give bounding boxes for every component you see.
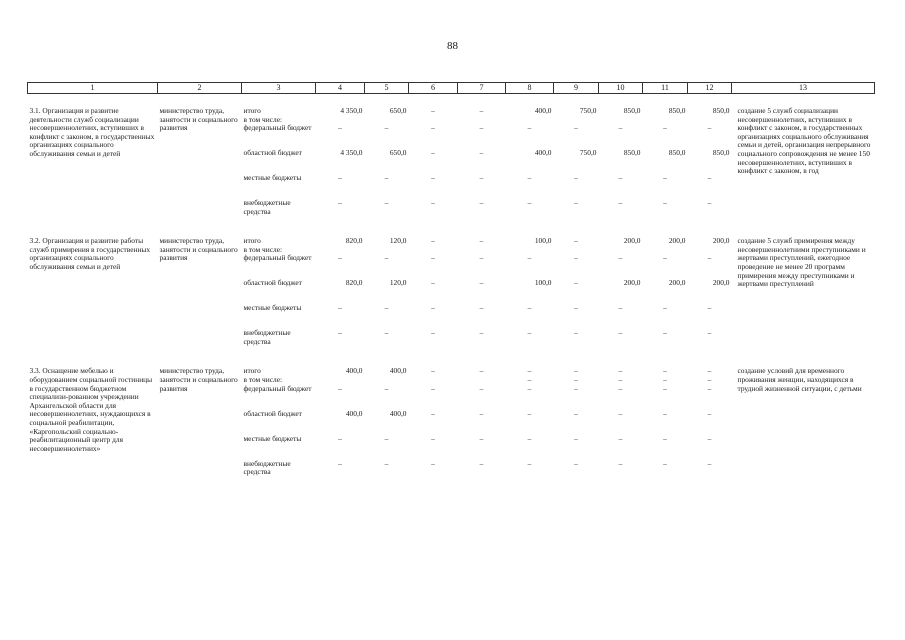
value-cell: 820,0 xyxy=(345,278,363,288)
value-cell: – xyxy=(479,328,484,338)
value-cell: – xyxy=(707,383,712,393)
funding-source: итого xyxy=(243,366,261,376)
value-cell: – xyxy=(384,253,389,263)
value-cell: – xyxy=(431,123,435,133)
executor-name: министерство труда, занятости и социального развития xyxy=(159,236,238,263)
value-cell: – xyxy=(479,303,484,313)
value-cell: – xyxy=(527,383,532,393)
spacer-cell xyxy=(28,224,875,234)
value-cell: – xyxy=(479,366,484,376)
value-cell: – xyxy=(707,433,712,443)
column-header-4: 4 xyxy=(316,83,365,94)
value-cell: – xyxy=(479,106,484,115)
value-cell: – xyxy=(618,366,623,376)
value-cell: – xyxy=(618,253,623,263)
value-cell: – xyxy=(479,408,484,418)
value-cell: 850,0 xyxy=(668,148,686,158)
value-cell: – xyxy=(574,303,578,313)
table-row xyxy=(28,104,875,116)
value-cell: 200,0 xyxy=(712,236,730,246)
value-cell: – xyxy=(431,198,435,208)
expected-result: создание условий для временного проживания женщин, находящихся в трудной жизненной ситуации, с детьми xyxy=(737,366,862,393)
value-cell: – xyxy=(574,408,578,418)
measure-name: 3.2. Организация и развитие работы служб примирения в государственных организациях социального обслуживания семьи и детей xyxy=(29,236,151,271)
spacer-row xyxy=(28,354,875,364)
column-header-10: 10 xyxy=(599,83,643,94)
value-cell: – xyxy=(527,374,532,384)
value-cell: – xyxy=(574,123,578,133)
value-cell: – xyxy=(384,433,389,443)
value-cell: – xyxy=(574,374,578,384)
value-cell: – xyxy=(527,408,532,418)
value-cell: 4 350,0 xyxy=(340,148,363,158)
value-cell: – xyxy=(618,303,623,313)
value-cell: – xyxy=(479,236,484,246)
value-cell: – xyxy=(527,253,532,263)
spacer-cell xyxy=(28,354,875,364)
value-cell: – xyxy=(663,383,667,393)
value-cell: – xyxy=(431,383,435,393)
value-cell: – xyxy=(479,198,484,208)
value-cell: – xyxy=(618,374,623,384)
value-cell: – xyxy=(574,433,578,443)
value-cell: – xyxy=(663,253,667,263)
value-cell: – xyxy=(574,278,578,288)
funding-source: областной бюджет xyxy=(243,148,302,158)
value-cell: – xyxy=(527,328,532,338)
value-cell: – xyxy=(707,303,712,313)
value-cell: 400,0 xyxy=(345,408,363,418)
value-cell: – xyxy=(663,123,667,133)
funding-source: федеральный бюджет xyxy=(243,383,312,393)
funding-source: итого xyxy=(243,106,261,115)
value-cell: – xyxy=(431,433,435,443)
header-row xyxy=(28,83,875,94)
table-row xyxy=(28,364,875,376)
value-cell: – xyxy=(384,328,389,338)
column-header-1: 1 xyxy=(28,83,158,94)
value-cell: – xyxy=(384,198,389,208)
value-cell: – xyxy=(431,253,435,263)
value-cell: – xyxy=(338,328,342,338)
value-cell: – xyxy=(618,198,623,208)
column-header-6: 6 xyxy=(409,83,458,94)
value-cell: 650,0 xyxy=(389,106,407,115)
value-cell: – xyxy=(707,173,712,183)
value-cell: 4 350,0 xyxy=(340,106,363,115)
value-cell: 820,0 xyxy=(345,236,363,246)
value-cell: 120,0 xyxy=(389,236,407,246)
funding-source: местные бюджеты xyxy=(243,173,302,183)
column-header-3: 3 xyxy=(242,83,316,94)
value-cell: 400,0 xyxy=(534,106,552,115)
value-cell: – xyxy=(384,303,389,313)
funding-source: в том числе: xyxy=(243,244,283,254)
column-header-13: 13 xyxy=(732,83,875,94)
funding-source: федеральный бюджет xyxy=(243,123,312,133)
value-cell: – xyxy=(663,173,667,183)
value-cell: – xyxy=(618,123,623,133)
funding-source: местные бюджеты xyxy=(243,433,302,443)
column-header-12: 12 xyxy=(688,83,732,94)
value-cell: 750,0 xyxy=(579,106,597,115)
value-cell: – xyxy=(527,198,532,208)
column-header-8: 8 xyxy=(506,83,554,94)
value-cell: – xyxy=(527,366,532,376)
value-cell: – xyxy=(384,123,389,133)
value-cell: – xyxy=(431,328,435,338)
value-cell: 100,0 xyxy=(534,236,552,246)
value-cell: – xyxy=(479,173,484,183)
value-cell: – xyxy=(479,148,484,158)
value-cell: – xyxy=(574,458,578,468)
value-cell: – xyxy=(618,458,623,468)
value-cell: – xyxy=(663,328,667,338)
value-cell: – xyxy=(663,366,667,376)
value-cell: – xyxy=(527,173,532,183)
value-cell: – xyxy=(431,173,435,183)
value-cell: 850,0 xyxy=(712,106,730,115)
executor-name: министерство труда, занятости и социального развития xyxy=(159,106,238,133)
value-cell: – xyxy=(707,198,712,208)
value-cell: – xyxy=(618,433,623,443)
value-cell: 850,0 xyxy=(623,148,641,158)
value-cell: – xyxy=(338,173,342,183)
value-cell: 200,0 xyxy=(668,236,686,246)
funding-source: областной бюджет xyxy=(243,408,302,418)
value-cell: 200,0 xyxy=(623,236,641,246)
value-cell: – xyxy=(338,458,342,468)
value-cell: 650,0 xyxy=(389,148,407,158)
value-cell: – xyxy=(431,106,435,115)
funding-source: федеральный бюджет xyxy=(243,253,312,263)
value-cell: – xyxy=(431,458,435,468)
value-cell: – xyxy=(338,303,342,313)
value-cell: – xyxy=(707,366,712,376)
value-cell: – xyxy=(574,366,578,376)
funding-source: областной бюджет xyxy=(243,278,302,288)
value-cell: – xyxy=(663,408,667,418)
funding-source: итого xyxy=(243,236,261,246)
value-cell: – xyxy=(663,303,667,313)
funding-source: местные бюджеты xyxy=(243,303,302,313)
value-cell: – xyxy=(663,458,667,468)
table-body xyxy=(28,94,875,485)
value-cell: – xyxy=(527,123,532,133)
value-cell: 850,0 xyxy=(668,106,686,115)
value-cell: – xyxy=(431,408,435,418)
value-cell: – xyxy=(574,173,578,183)
value-cell: – xyxy=(663,198,667,208)
value-cell: – xyxy=(338,433,342,443)
value-cell: – xyxy=(338,198,342,208)
value-cell: – xyxy=(663,433,667,443)
value-cell: – xyxy=(384,458,389,468)
spacer-row xyxy=(28,94,875,105)
value-cell: 100,0 xyxy=(534,278,552,288)
value-cell: – xyxy=(384,383,389,393)
value-cell: 200,0 xyxy=(668,278,686,288)
value-cell: – xyxy=(431,303,435,313)
value-cell: 400,0 xyxy=(345,366,363,376)
value-cell: – xyxy=(574,253,578,263)
table-row xyxy=(28,234,875,246)
value-cell: – xyxy=(431,148,435,158)
funding-source: внебюджетные средства xyxy=(243,198,291,216)
value-cell: 200,0 xyxy=(712,278,730,288)
value-cell: – xyxy=(574,328,578,338)
value-cell: – xyxy=(527,433,532,443)
value-cell: – xyxy=(479,458,484,468)
value-cell: – xyxy=(479,433,484,443)
value-cell: 750,0 xyxy=(579,148,597,158)
value-cell: – xyxy=(574,198,578,208)
value-cell: – xyxy=(574,236,578,246)
value-cell: 850,0 xyxy=(712,148,730,158)
value-cell: – xyxy=(479,253,484,263)
value-cell: – xyxy=(707,408,712,418)
value-cell: – xyxy=(618,408,623,418)
value-cell: – xyxy=(338,383,342,393)
expected-result: создание 5 служб примирения между несовершеннолетними преступниками и жертвами преступлений, ежегодное проведение не менее 20 программ примирения между преступниками и жертвами преступлений xyxy=(737,236,866,289)
column-header-2: 2 xyxy=(158,83,242,94)
value-cell: 120,0 xyxy=(389,278,407,288)
value-cell: – xyxy=(479,383,484,393)
value-cell: – xyxy=(707,328,712,338)
value-cell: – xyxy=(479,123,484,133)
value-cell: – xyxy=(707,374,712,384)
value-cell: – xyxy=(338,123,342,133)
spacer-row xyxy=(28,224,875,234)
value-cell: 400,0 xyxy=(389,408,407,418)
value-cell: – xyxy=(707,123,712,133)
value-cell: – xyxy=(663,374,667,384)
spacer-cell xyxy=(28,94,875,105)
value-cell: – xyxy=(618,173,623,183)
column-header-9: 9 xyxy=(554,83,599,94)
value-cell: 200,0 xyxy=(623,278,641,288)
value-cell: – xyxy=(574,383,578,393)
value-cell: – xyxy=(431,236,435,246)
expected-result: создание 5 служб социализации несовершеннолетних, вступивших в конфликт с законом, в государственных организациях социального обслуживания семьи и детей, организация непрерывного социального сопровождения не менее 150 несовершеннолетних, вступивших в конфликт с законом, в год xyxy=(737,106,871,176)
value-cell: 850,0 xyxy=(623,106,641,115)
value-cell: – xyxy=(384,173,389,183)
column-header-11: 11 xyxy=(643,83,688,94)
value-cell: 400,0 xyxy=(389,366,407,376)
value-cell: – xyxy=(618,383,623,393)
value-cell: – xyxy=(431,366,435,376)
measure-name: 3.1. Организация и развитие деятельности служб социализации несовершеннолетних, вступивших в конфликт с законом, в государственных организациях социального обслуживания семьи и детей xyxy=(29,106,155,158)
funding-source: в том числе: xyxy=(243,114,283,124)
value-cell: – xyxy=(479,278,484,288)
value-cell: – xyxy=(527,303,532,313)
column-header-7: 7 xyxy=(458,83,506,94)
funding-source: внебюджетные средства xyxy=(243,458,291,477)
value-cell: – xyxy=(527,458,532,468)
page-number: 88 xyxy=(447,40,458,52)
value-cell: – xyxy=(338,253,342,263)
column-header-5: 5 xyxy=(365,83,409,94)
value-cell: – xyxy=(707,253,712,263)
value-cell: – xyxy=(618,328,623,338)
value-cell: 400,0 xyxy=(534,148,552,158)
value-cell: – xyxy=(707,458,712,468)
value-cell: – xyxy=(431,278,435,288)
program-table xyxy=(27,82,875,485)
measure-name: 3.3. Оснащение мебелью и оборудованием социальной гостиницы в государственном бюджетном специализи-рованном учреждении Архангельской области для несовершеннолетних, нуждающихся в социальной реабилитации, «Каргопольский социально-реабилитационный центр для несовершеннолетних» xyxy=(29,366,153,453)
funding-source: в том числе: xyxy=(243,374,283,384)
executor-name: министерство труда, занятости и социального развития xyxy=(159,366,238,393)
funding-source: внебюджетные средства xyxy=(243,328,291,346)
